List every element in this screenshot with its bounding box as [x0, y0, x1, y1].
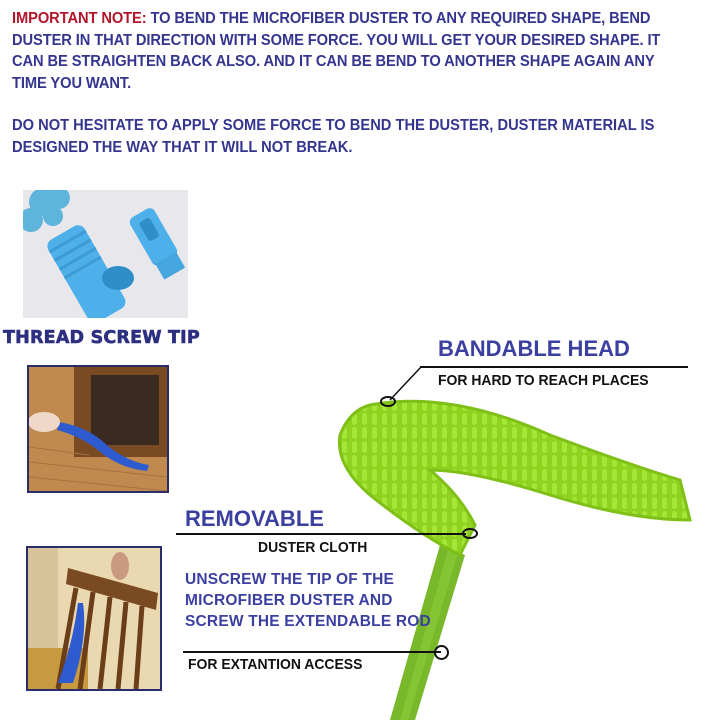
- force-warning: DO NOT HESITATE TO APPLY SOME FORCE TO BEND THE DUSTER, DUSTER MATERIAL IS DESIGNED THE WAY THAT IT WILL NOT BREAK.: [12, 117, 655, 156]
- removable-title: REMOVABLE: [185, 506, 324, 531]
- chair-dusting-photo: [26, 546, 162, 691]
- removable-subtitle: DUSTER CLOTH: [258, 539, 368, 556]
- thread-screw-tip-photo: [23, 190, 188, 318]
- thread-screw-tip-label: THREAD SCREW TIP: [3, 328, 200, 348]
- bendable-duster-photo: [330, 385, 700, 720]
- important-note-text: TO BEND THE MICROFIBER DUSTER TO ANY REQUIRED SHAPE, BEND DUSTER IN THAT DIRECTION WITH SOME FORCE. YOU WILL GET YOUR DESIRED SHAPE. IT CAN BE STRAIGHTEN BACK ALSO. AND IT CAN BE BEND TO ANOTHER SHAPE AGAIN ANY TIME YOU WANT.: [12, 10, 661, 92]
- extendable-rod-subtitle: FOR EXTANTION ACCESS: [188, 656, 363, 673]
- floor-dusting-photo: [27, 365, 169, 493]
- extendable-rod-instructions: UNSCREW THE TIP OF THE MICROFIBER DUSTER AND SCREW THE EXTENDABLE ROD: [185, 571, 431, 630]
- bendable-head-divider: [420, 366, 688, 368]
- bendable-head-subtitle: FOR HARD TO REACH PLACES: [438, 372, 649, 389]
- bendable-head-title: BANDABLE HEAD: [438, 336, 630, 361]
- extendable-rod-divider: [183, 651, 441, 653]
- extendable-rod-callout-dot: [434, 645, 449, 660]
- bendable-head-callout-dot: [380, 396, 396, 407]
- important-note: [12, 8, 689, 94]
- removable-divider: [176, 533, 466, 535]
- important-note-label: IMPORTANT NOTE:: [12, 10, 147, 27]
- removable-callout-dot: [462, 528, 478, 539]
